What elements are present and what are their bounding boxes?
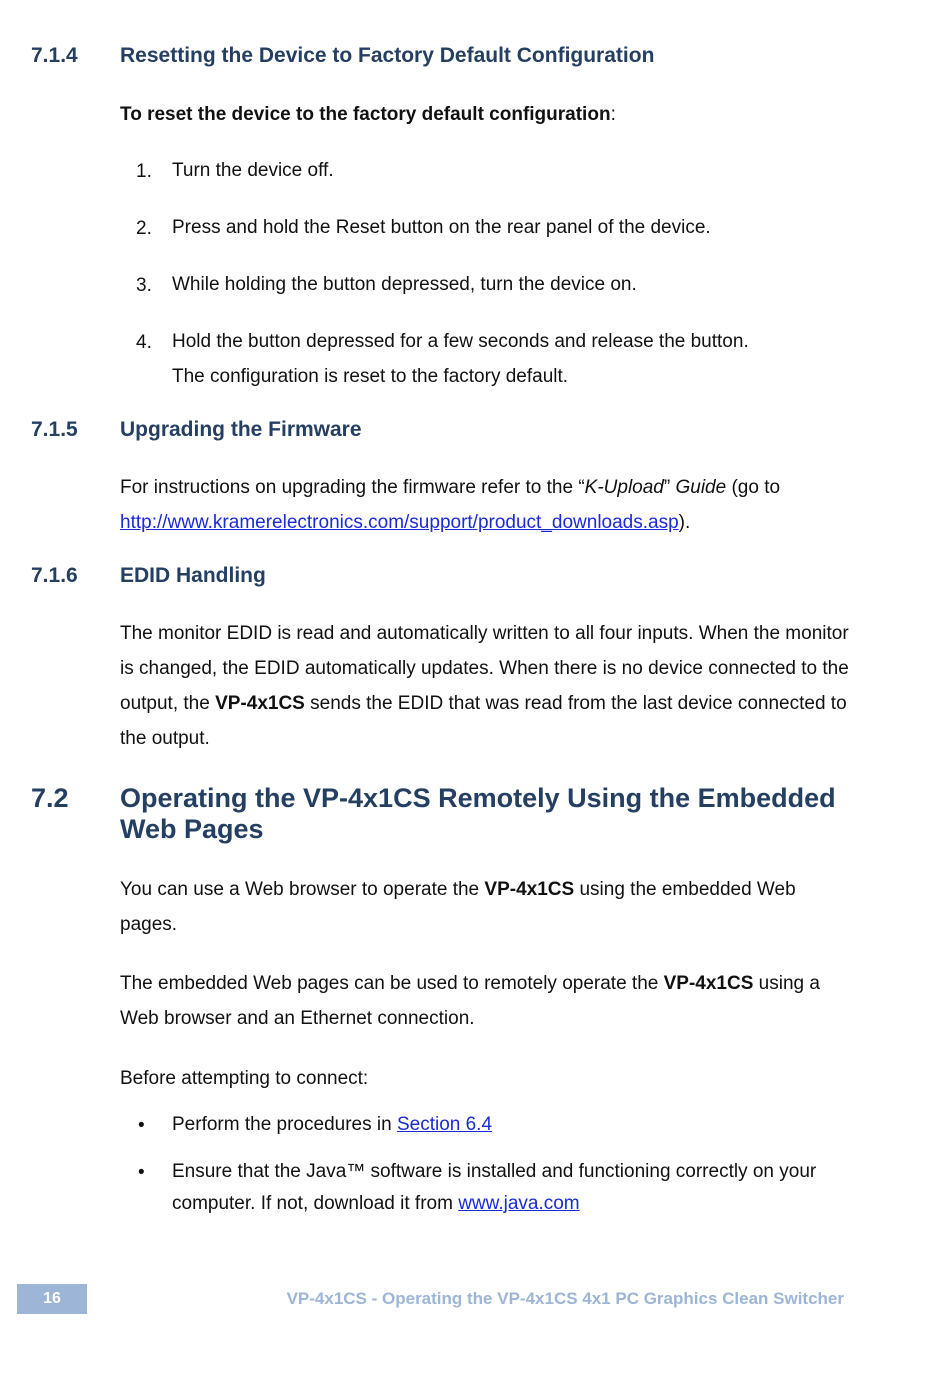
product-name: VP-4x1CS (484, 879, 575, 900)
web-paragraph-1 (120, 872, 855, 942)
step-number: 3. (136, 275, 152, 296)
procedure-intro-bold: To reset the device to the factory default configuration (120, 104, 611, 125)
web-text: The embedded Web pages can be used to remotely operate the (120, 973, 664, 994)
downloads-link[interactable]: http://www.kramerelectronics.com/support/product_downloads.asp (120, 512, 679, 533)
page-number: 16 (17, 1284, 87, 1314)
step-text: Press and hold the Reset button on the rear panel of the device. (172, 217, 711, 238)
web-text-end: using the embedded Web pages. (120, 879, 796, 935)
section-title: Upgrading the Firmware (120, 418, 362, 441)
step-result: The configuration is reset to the factory default. (172, 366, 569, 387)
before-connect: Before attempting to connect: (120, 1068, 369, 1089)
step-text: Turn the device off. (172, 160, 334, 181)
guide-word: Guide (670, 477, 727, 498)
section-number: 7.1.4 (31, 44, 78, 67)
goto-text: (go to (726, 477, 781, 498)
bullet-icon: • (138, 1115, 145, 1136)
section-link[interactable]: Section 6.4 (396, 1114, 493, 1135)
web-text: You can use a Web browser to operate the (120, 879, 485, 900)
edid-paragraph (120, 616, 855, 756)
close-quote: ” (663, 477, 671, 498)
web-text-end: using a Web browser and an Ethernet connection. (120, 973, 820, 1029)
bullet-text: Perform the procedures in (172, 1114, 397, 1135)
firmware-paragraph (120, 470, 855, 540)
section-number: 7.1.6 (31, 564, 78, 587)
kupload-name: K-Upload (584, 477, 664, 498)
step-text: While holding the button depressed, turn the device on. (172, 274, 637, 295)
chapter-number: 7.2 (31, 783, 69, 813)
section-number: 7.1.5 (31, 418, 78, 441)
step-number: 1. (136, 161, 152, 182)
procedure-intro-colon: : (610, 104, 616, 125)
section-title: EDID Handling (120, 564, 266, 587)
bullet-text: Ensure that the Java™ software is installed and functioning correctly on your computer. If not, download it from (172, 1161, 817, 1214)
bullet-item (172, 1109, 862, 1141)
step-number: 2. (136, 218, 152, 239)
step-number: 4. (136, 332, 152, 353)
web-paragraph-2 (120, 966, 855, 1036)
java-link[interactable]: www.java.com (458, 1193, 580, 1214)
product-name: VP-4x1CS (663, 973, 754, 994)
step-text: Hold the button depressed for a few seconds and release the button. (172, 331, 749, 352)
procedure-intro (120, 97, 855, 132)
section-title: Resetting the Device to Factory Default Configuration (120, 44, 655, 67)
bullet-icon: • (138, 1162, 145, 1183)
firmware-text: For instructions on upgrading the firmware refer to the “ (120, 477, 585, 498)
footer-title: VP-4x1CS - Operating the VP-4x1CS 4x1 PC Graphics Clean Switcher (286, 1289, 844, 1308)
edid-text-end: sends the EDID that was read from the last device connected to the output. (120, 693, 847, 749)
bullet-item (172, 1156, 862, 1220)
chapter-title: Operating the VP-4x1CS Remotely Using the Embedded Web Pages (120, 783, 836, 844)
edid-text: The monitor EDID is read and automatically written to all four inputs. When the monitor is changed, the EDID automatically updates. When there is no device connected to the output, the (120, 623, 849, 714)
paren-close: ). (678, 512, 691, 533)
product-name: VP-4x1CS (215, 693, 305, 714)
